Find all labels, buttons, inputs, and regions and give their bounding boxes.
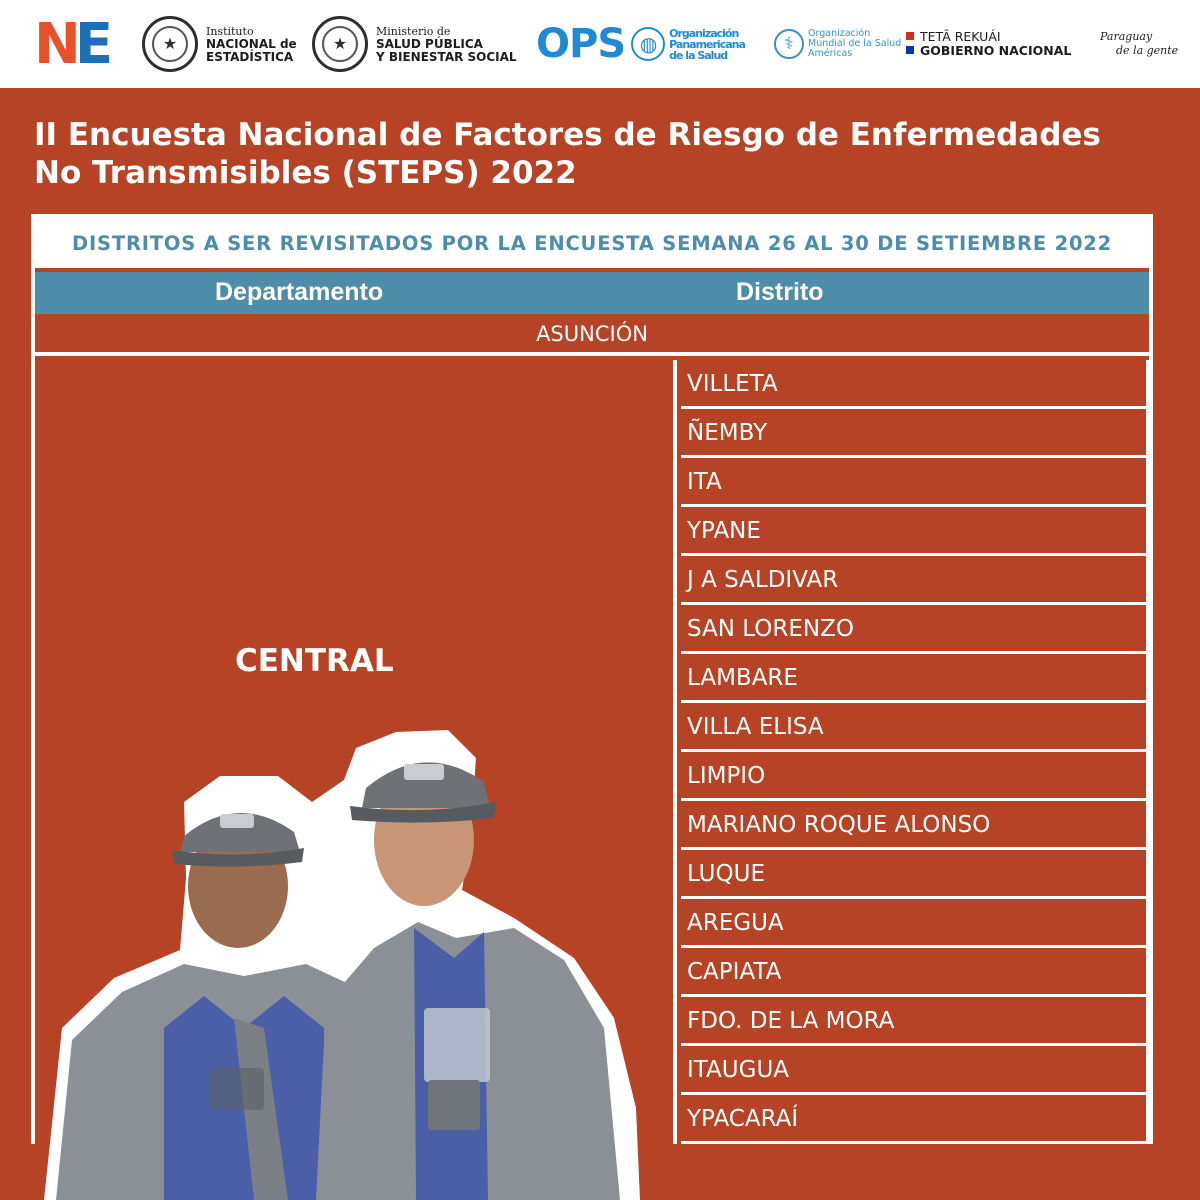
who-line3: Américas <box>808 48 853 59</box>
flag-icon <box>906 32 914 40</box>
district-row: VILLA ELISA <box>681 703 1149 752</box>
asuncion-row: ASUNCIÓN <box>35 314 1149 356</box>
district-list <box>681 360 1149 1144</box>
flag-icon <box>906 46 914 54</box>
gov-line2: GOBIERNO NACIONAL <box>920 43 1072 58</box>
district-row: J A SALDIVAR <box>681 556 1149 605</box>
district-row: AREGUA <box>681 899 1149 948</box>
ine-letter-n: N <box>34 11 75 77</box>
ine-logo-line1: Instituto <box>206 24 254 38</box>
district-row: LAMBARE <box>681 654 1149 703</box>
district-row: MARIANO ROQUE ALONSO <box>681 801 1149 850</box>
district-row: ITA <box>681 458 1149 507</box>
logo-header <box>0 0 1200 88</box>
district-row: ÑEMBY <box>681 409 1149 458</box>
ine-logo <box>34 0 107 88</box>
district-row: LIMPIO <box>681 752 1149 801</box>
column-header-departamento: Departamento <box>215 278 384 306</box>
ops-line2: Panamericana <box>669 37 745 51</box>
msp-logo-line3: Y BIENESTAR SOCIAL <box>376 49 517 64</box>
who-line1: Organización <box>808 28 871 39</box>
who-logo <box>774 0 901 88</box>
ine-logo-line3: ESTADÍSTICA <box>206 49 294 64</box>
table-header-row <box>35 272 1149 314</box>
column-header-distrito: Distrito <box>736 278 824 306</box>
district-row: VILLETA <box>681 360 1149 409</box>
ine-institution-logo <box>142 0 297 88</box>
seal-icon: ★ <box>312 16 368 72</box>
msp-logo-line1: Ministerio de <box>376 24 451 38</box>
ops-logo <box>536 0 745 88</box>
ops-acronym: OPS <box>536 21 626 67</box>
msp-logo <box>312 0 517 88</box>
msp-logo-line2: SALUD PÚBLICA <box>376 36 483 51</box>
ine-logo-line2: NACIONAL de <box>206 36 297 51</box>
ops-line1: Organización <box>669 26 739 40</box>
slogan-line2: de la gente <box>1116 44 1179 57</box>
ine-letter-e: E <box>74 11 108 77</box>
survey-workers-photo <box>44 728 660 1200</box>
title-line2: No Transmisibles (STEPS) 2022 <box>34 155 577 191</box>
table-subtitle: DISTRITOS A SER REVISITADOS POR LA ENCUESTA SEMANA 26 AL 30 DE SETIEMBRE 2022 <box>35 218 1149 268</box>
gov-line1: TETÃ REKUÁI <box>920 29 1001 44</box>
district-row: YPANE <box>681 507 1149 556</box>
seal-icon: ★ <box>142 16 198 72</box>
central-label: CENTRAL <box>235 643 394 679</box>
district-row: LUQUE <box>681 850 1149 899</box>
district-row: FDO. DE LA MORA <box>681 997 1149 1046</box>
slogan-line1: Paraguay <box>1100 30 1153 43</box>
district-row: SAN LORENZO <box>681 605 1149 654</box>
district-row: YPACARAÍ <box>681 1095 1149 1144</box>
title-line1: II Encuesta Nacional de Factores de Riesgo de Enfermedades <box>34 117 1101 153</box>
district-row: CAPIATA <box>681 948 1149 997</box>
page-title <box>34 116 1184 192</box>
globe-icon: ◍ <box>631 27 665 61</box>
who-line2: Mundial de la Salud <box>808 38 902 49</box>
ops-line3: de la Salud <box>669 48 728 62</box>
slogan-logo <box>1100 0 1178 88</box>
gov-logo <box>906 0 1071 88</box>
who-emblem-icon: ⚕ <box>774 29 804 59</box>
district-row: ITAUGUA <box>681 1046 1149 1095</box>
